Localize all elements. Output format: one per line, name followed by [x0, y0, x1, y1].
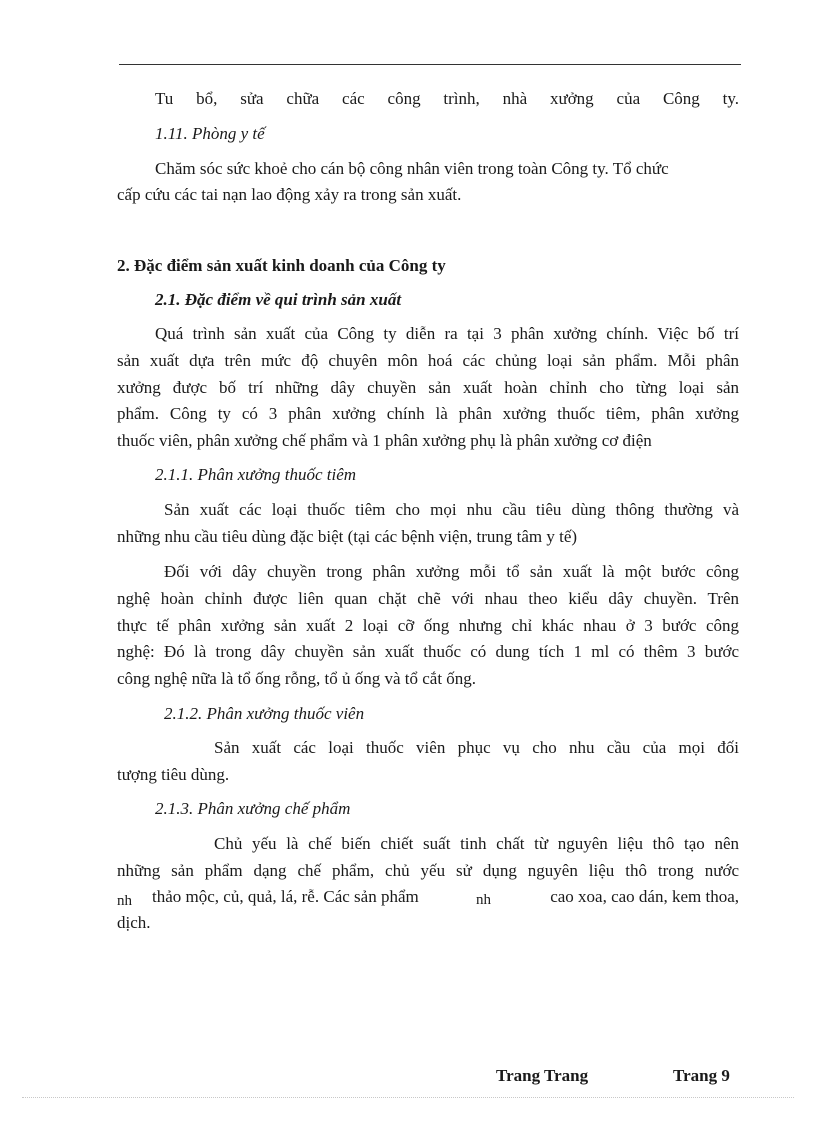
page-bottom-rule	[22, 1097, 794, 1098]
text-line: thực tế phân xưởng sản xuất 2 loại cỡ ống nhưng chỉ khác nhau ở 3 bước công	[117, 616, 739, 635]
heading-1-11: 1.11. Phòng y tế	[155, 124, 265, 143]
text-line: Chăm sóc sức khoẻ cho cán bộ công nhân viên trong toàn Công ty. Tổ chức	[155, 159, 669, 178]
text-fragment: cao xoa, cao dán, kem thoa,	[550, 887, 739, 906]
text-line: nghệ: Đó là trong dây chuyền sản xuất thuốc có dung tích 1 ml có thêm 3 bước	[117, 642, 739, 661]
text-line: tượng tiêu dùng.	[117, 765, 230, 784]
text-fragment: nh	[476, 892, 491, 908]
text-fragment: nh	[117, 893, 132, 909]
text-line: những nhu cầu tiêu dùng đặc biệt (tại các bệnh viện, trung tâm y tế)	[117, 527, 578, 546]
page-number: Trang 9	[673, 1066, 730, 1085]
heading-2-1: 2.1. Đặc điểm về qui trình sản xuất	[155, 290, 402, 309]
text-line: Chủ yếu là chế biến chiết suất tinh chất từ nguyên liệu thô tạo nên	[214, 834, 739, 853]
footer-left: Trang Trang	[496, 1066, 589, 1085]
text-line: sản xuất dựa trên mức độ chuyên môn hoá các chủng loại sản phẩm. Mỗi phân	[117, 351, 739, 370]
text-line	[117, 887, 739, 908]
text-line: xưởng được bố trí những dây chuyền sản xuất hoàn chỉnh cho từng loại sản	[117, 378, 739, 397]
heading-2-1-2: 2.1.2. Phân xưởng thuốc viên	[164, 704, 365, 723]
text-line: Sản xuất các loại thuốc viên phục vụ cho nhu cầu của mọi đối	[214, 738, 739, 757]
text-line: cấp cứu các tai nạn lao động xảy ra trong sản xuất.	[117, 185, 462, 204]
heading-2-1-1: 2.1.1. Phân xưởng thuốc tiêm	[155, 465, 357, 484]
text-line: công nghệ nữa là tổ ống rỗng, tổ ủ ống và tổ cắt ống.	[117, 669, 477, 688]
text-line: dịch.	[117, 913, 151, 932]
header-rule	[119, 64, 741, 65]
text-line: Đối với dây chuyền trong phân xưởng mỗi tổ sản xuất là một bước công	[164, 562, 739, 581]
text-line: nghệ hoàn chỉnh được liên quan chặt chẽ với nhau theo kiểu dây chuyền. Trên	[117, 589, 739, 608]
text-fragment: thảo mộc, củ, quả, lá, rễ. Các sản phẩm	[152, 887, 419, 906]
text-line: những sản phẩm dạng chế phẩm, chủ yếu sử dụng nguyên liệu thô trong nước	[117, 861, 739, 880]
heading-2-1-3: 2.1.3. Phân xưởng chế phẩm	[155, 799, 351, 818]
text-line: Sản xuất các loại thuốc tiêm cho mọi nhu cầu tiêu dùng thông thường và	[164, 500, 739, 519]
text-line: Tu bổ, sửa chữa các công trình, nhà xưởng của Công ty.	[155, 89, 739, 108]
text-line: Quá trình sản xuất của Công ty diễn ra tại 3 phân xưởng chính. Việc bố trí	[155, 324, 739, 343]
text-line: phẩm. Công ty có 3 phân xưởng chính là phân xưởng thuốc tiêm, phân xưởng	[117, 404, 739, 423]
text-line: thuốc viên, phân xưởng chế phẩm và 1 phân xưởng phụ là phân xưởng cơ điện	[117, 431, 652, 450]
heading-section-2: 2. Đặc điểm sản xuất kinh doanh của Công ty	[117, 256, 446, 275]
